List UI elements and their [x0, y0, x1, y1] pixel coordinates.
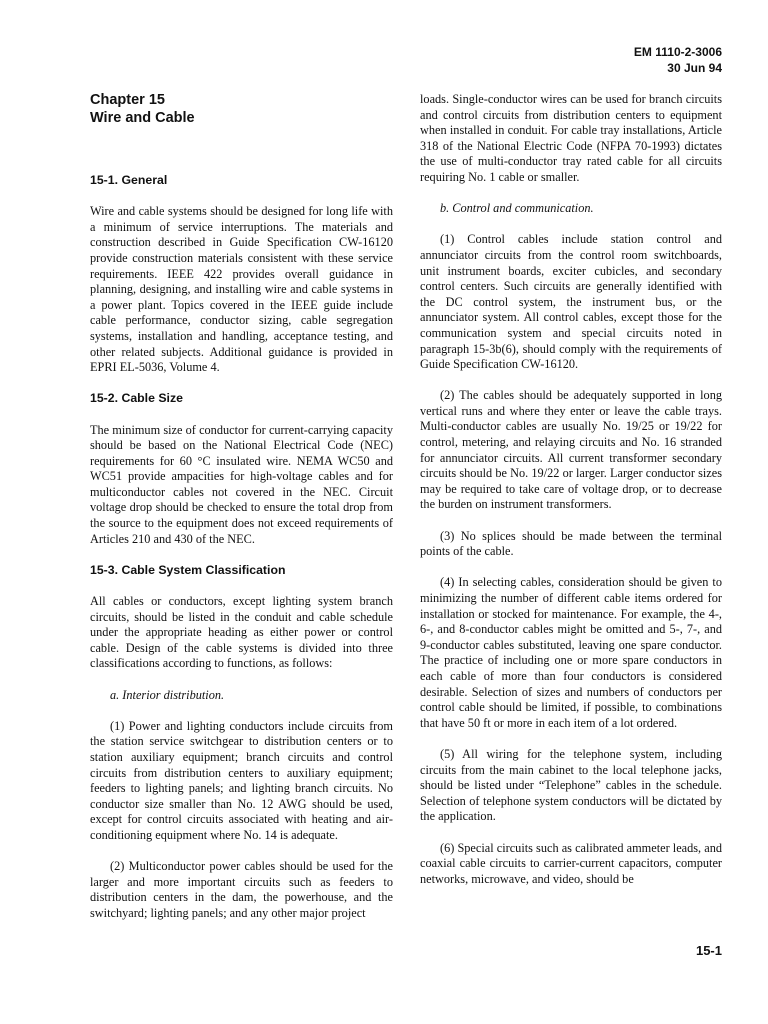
document-number: EM 1110-2-3006 — [633, 45, 722, 59]
section-heading-general: 15-1. General — [90, 173, 168, 187]
chapter-title — [90, 91, 393, 127]
paragraph-general: Wire and cable systems should be designed for long life with a minimum of service interruptions. The materials and construction described in Guide Specification CW-16120 provide construction materials consistent with these service requirements. IEEE 422 provides overall guidance in planning, designing, and installing wire and cable systems in a power plant. Topics covered in the IEEE guide include cable performance, conductor sizing, cable segregation systems, installation and handling, acceptance testing, and other related subjects. Additional guidance is provided in EPRI EL-5036, Volume 4. — [90, 204, 393, 375]
section-heading-classification: 15-3. Cable System Classification — [90, 562, 286, 577]
right-column — [420, 92, 722, 903]
subheading-control-communication: b. Control and communication. — [440, 201, 594, 216]
page-number: 15-1 — [695, 943, 722, 958]
paragraph-a2: (2) Multiconductor power cables should be used for the larger and more important circuits such as feeders to distribution centers in the dam, the powerhouse, and the switchyard; lighting panels; and any other major project — [90, 859, 393, 920]
paragraph-cable-size: The minimum size of conductor for current-carrying capacity should be based on the National Electrical Code (NEC) requirements for 60 °C insulated wire. NEMA WC50 and WC51 provide ampacities for high-voltage cables and for multiconductor cables not covered in the NEC. Circuit voltage drop should be checked to ensure the total drop from the source to the equipment does not exceed requirements of Articles 210 and 430 of the NEC. — [90, 422, 393, 546]
section-heading-cable-size: 15-2. Cable Size — [90, 391, 183, 406]
document-date: 30 Jun 94 — [667, 61, 722, 75]
paragraph-b2: (2) The cables should be adequately supported in long vertical runs and where they enter or leave the cable trays. Multi-conductor cables are usually No. 19/25 or 19/22 for control, metering, and relaying circuits and No. 16 stranded for annunciator circuits. All current transformer secondary circuits should be No. 19/22 or larger. Larger conductor sizes may be required to take care of voltage drop, or to decrease the burden on instrument transformers. — [420, 388, 722, 512]
paragraph-b6: (6) Special circuits such as calibrated ammeter leads, and coaxial cable circuits to carrier-current capacitors, computer networks, microwave, and video, should be — [420, 840, 722, 886]
left-column — [90, 91, 393, 937]
paragraph-b4: (4) In selecting cables, consideration should be given to minimizing the number of different cable items ordered for installation or stocked for maintenance. For example, the 4-, 6-, and 8-conductor cables might be omitted and 5-, 7-, and 9-conductor cables substituted, leaving one spare conductor. The practice of including one or more spare conductors in each cable of more than four conductors is considered desirable. Selection of sizes and numbers of conductors per control cable should be limited, if possible, to combinations that have 50 ft or more in each item of a lot ordered. — [420, 575, 722, 730]
chapter-name: Wire and Cable — [90, 110, 195, 126]
paragraph-classification: All cables or conductors, except lighting system branch circuits, should be listed in the conduit and cable schedule under the appropriate heading as either power or control cable. Design of the cable systems is divided into three classifications according to functions, as follows: — [90, 594, 393, 671]
paragraph-b5: (5) All wiring for the telephone system, including circuits from the main cabinet to the local telephone jacks, should be listed under “Telephone” cables in the schedule. Selection of telephone system conductors will be dictated by the application. — [420, 746, 722, 824]
document-header — [634, 44, 722, 76]
subheading-interior-distribution: a. Interior distribution. — [110, 687, 225, 702]
paragraph-a1: (1) Power and lighting conductors include circuits from the station service switchgear to distribution centers or to station auxiliary equipment; branch circuits and control circuits from distribution centers to auxiliary equipment; feeders to lighting panels; and lighting branch circuits. No conductor size smaller than No. 12 AWG should be used, except for control circuits associated with heating and air-conditioning equipment where No. 14 is adequate. — [90, 718, 393, 842]
chapter-number: Chapter 15 — [90, 92, 165, 108]
paragraph-b1: (1) Control cables include station control and annunciator circuits from the control room switchboards, unit instrument boards, exciter cubicles, and secondary control centers. Such circuits are generally identified with the DC control system, the instrument bus, or the annunciator system. All control cables, except those for the communication system and special circuits noted in paragraph 15-3b(6), should comply with the requirements of Guide Specification CW-16120. — [420, 232, 722, 372]
paragraph-a2-continued: loads. Single-conductor wires can be used for branch circuits and control circuits from distribution centers to equipment when installed in conduit. For cable tray installations, Article 318 of the National Electric Code (NFPA 70-1993) dictates the use of multi-conductor tray rated cable for all circuits requiring No. 1 cable or smaller. — [420, 92, 722, 184]
paragraph-b3: (3) No splices should be made between the terminal points of the cable. — [420, 528, 722, 559]
